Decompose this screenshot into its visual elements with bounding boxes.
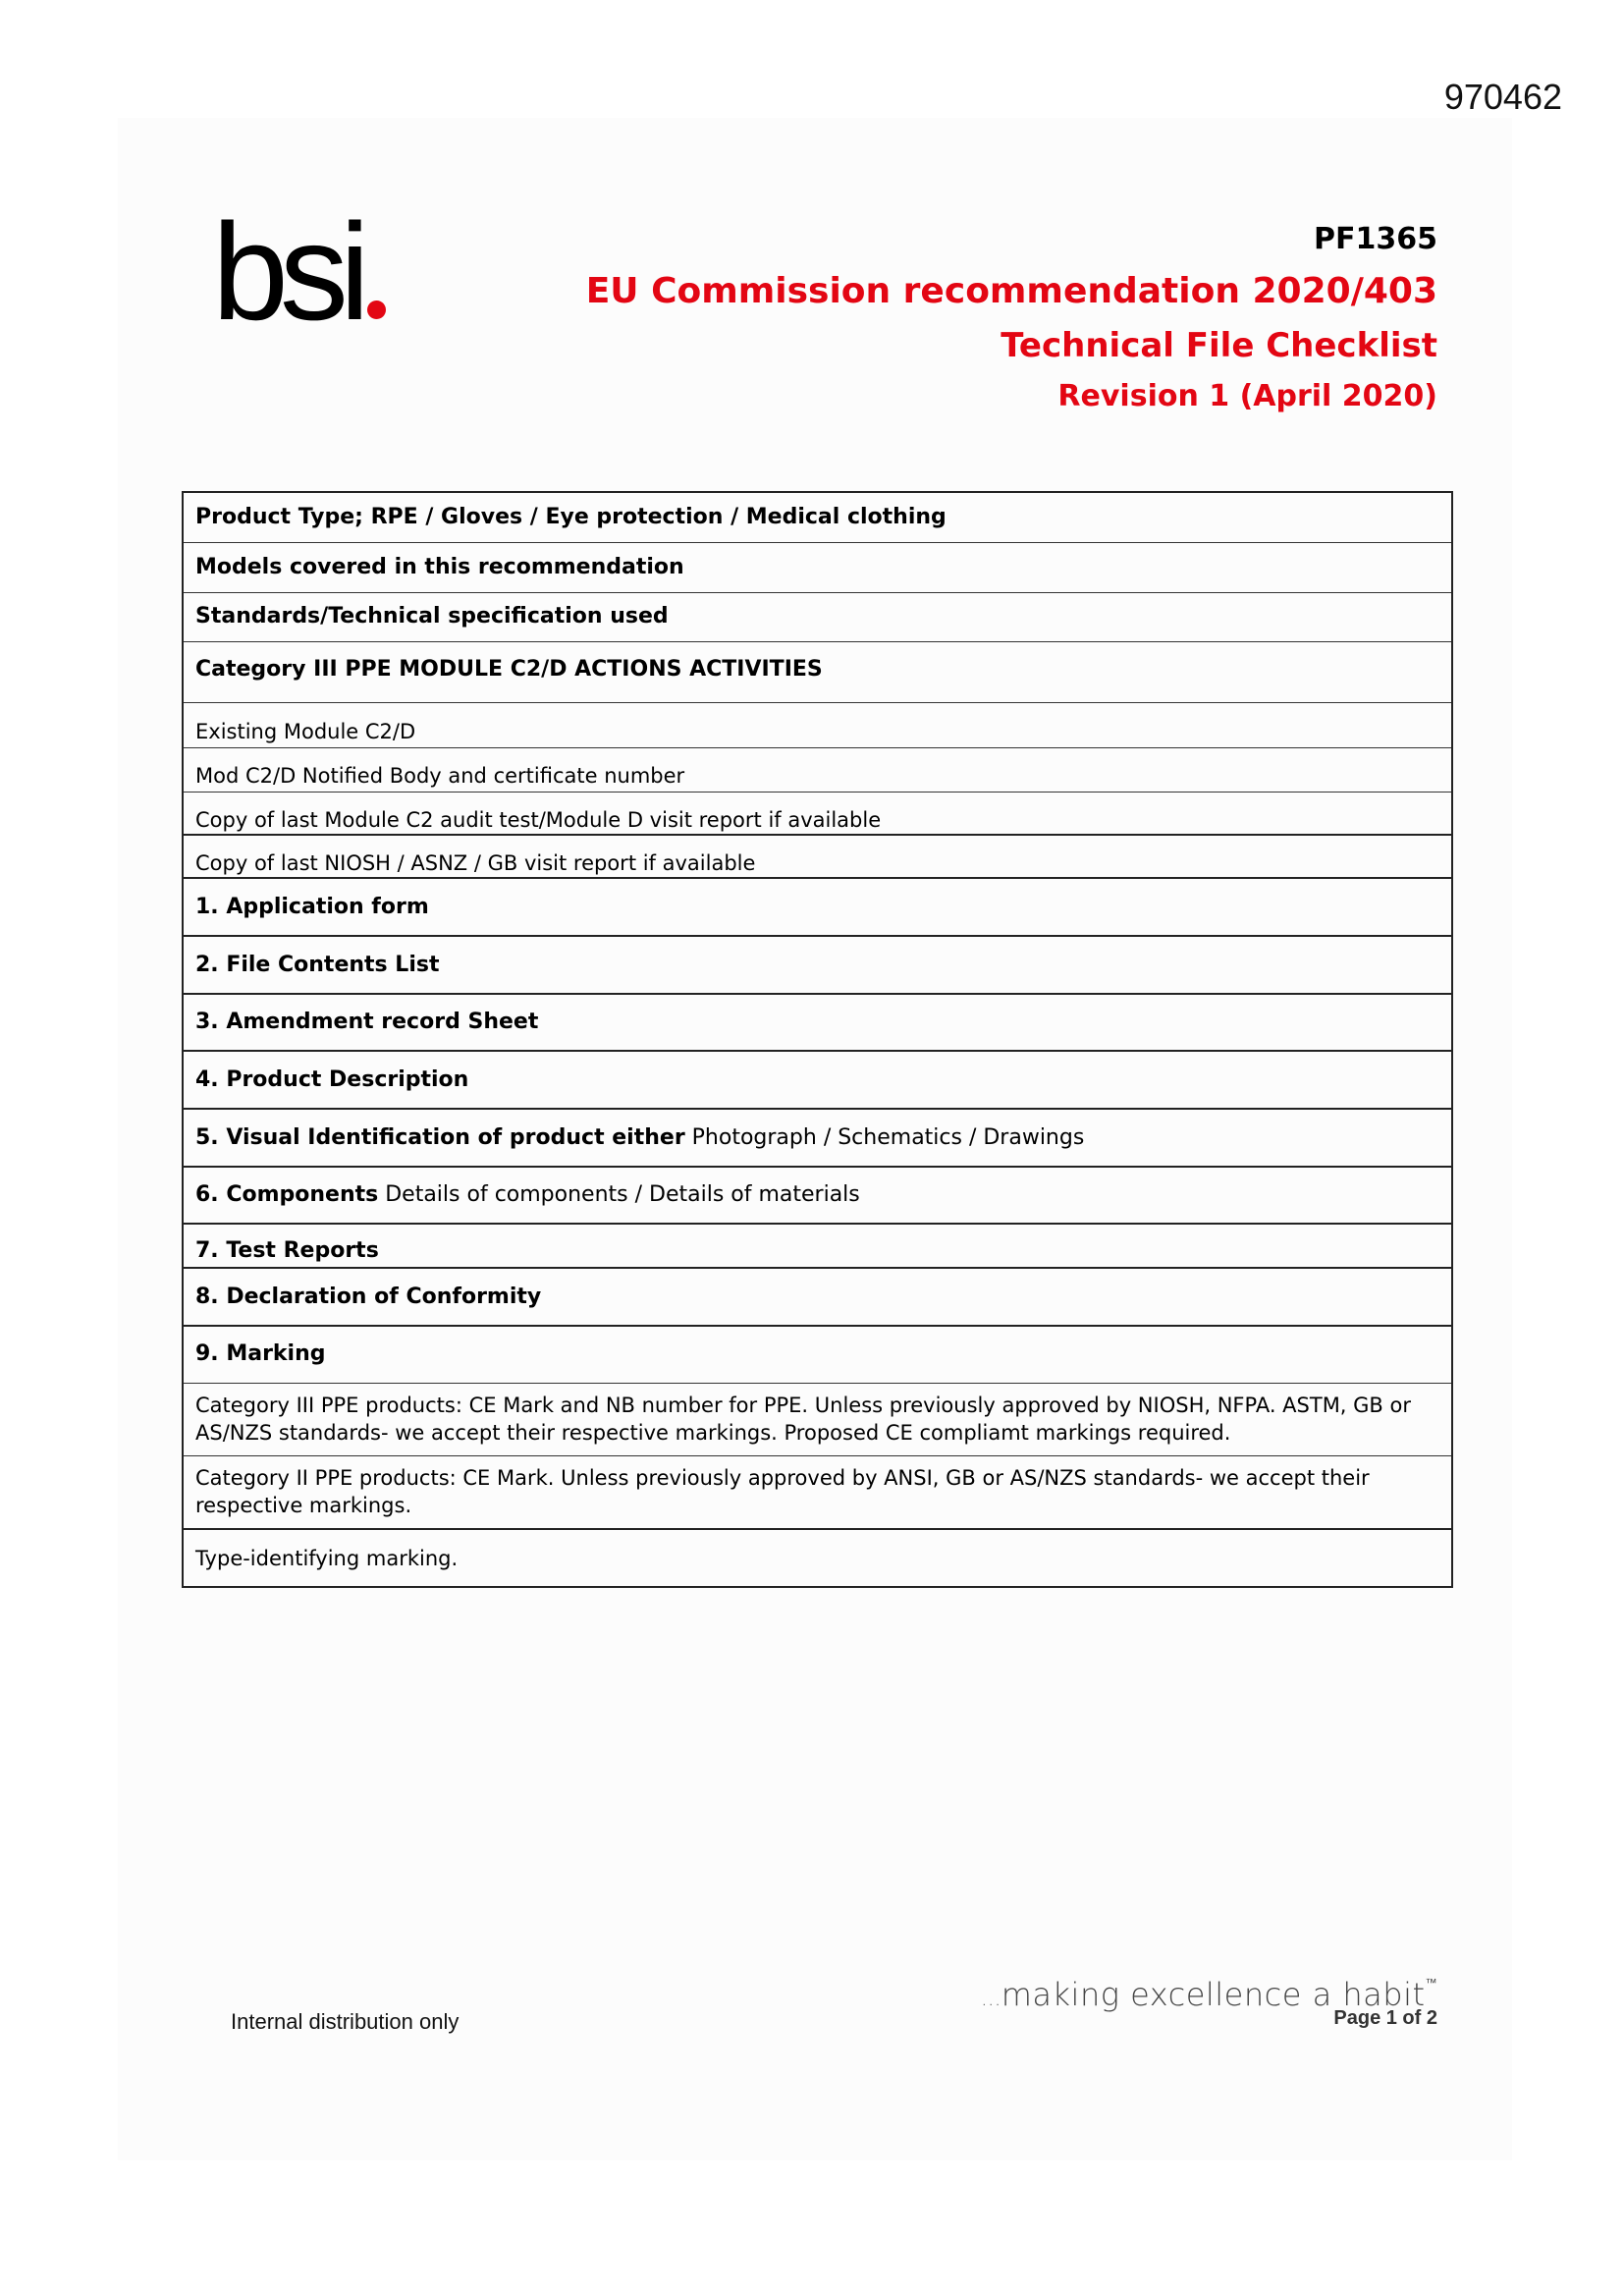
item6-detail: Details of components / Details of materials bbox=[378, 1182, 860, 1207]
table-row bbox=[183, 936, 1452, 994]
table-row bbox=[183, 792, 1452, 835]
existing-module-cell: Existing Module C2/D bbox=[183, 702, 1452, 747]
item-application-form: 1. Application form bbox=[183, 878, 1452, 936]
product-type-cell: Product Type; RPE / Gloves / Eye protection / Medical clothing bbox=[183, 492, 1452, 542]
item-test-reports: 7. Test Reports bbox=[183, 1224, 1452, 1268]
table-row bbox=[183, 1224, 1452, 1268]
type-identifying-marking: Type-identifying marking. bbox=[183, 1529, 1452, 1587]
standards-used-cell: Standards/Technical specification used bbox=[183, 592, 1452, 641]
table-row bbox=[183, 1167, 1452, 1224]
revision: Revision 1 (April 2020) bbox=[1057, 379, 1437, 413]
form-code: PF1365 bbox=[1314, 222, 1437, 256]
title-line-1: EU Commission recommendation 2020/403 bbox=[585, 271, 1437, 311]
item5-detail: Photograph / Schematics / Drawings bbox=[684, 1124, 1085, 1150]
item-product-description: 4. Product Description bbox=[183, 1051, 1452, 1109]
checklist-table bbox=[182, 491, 1453, 1588]
table-row bbox=[183, 592, 1452, 641]
notified-body-cell: Mod C2/D Notified Body and certificate number bbox=[183, 747, 1452, 792]
table-row bbox=[183, 1051, 1452, 1109]
marking-category-3: Category III PPE products: CE Mark and NB number for PPE. Unless previously approved by NIOSH, NFPA. ASTM, GB or AS/NZS standards- we accept their respective markings. Proposed CE compliamt markings required. bbox=[183, 1383, 1452, 1455]
distribution-note: Internal distribution only bbox=[231, 2009, 460, 2034]
table-row bbox=[183, 1326, 1452, 1383]
copy-niosh-cell: Copy of last NIOSH / ASNZ / GB visit report if available bbox=[183, 835, 1452, 878]
logo-text: bsi bbox=[212, 194, 361, 349]
table-row bbox=[183, 878, 1452, 936]
document-number: 970462 bbox=[1443, 77, 1562, 117]
table-row bbox=[183, 1455, 1452, 1529]
table-row bbox=[183, 994, 1452, 1051]
item-visual-identification bbox=[183, 1109, 1452, 1167]
category-heading-cell: Category III PPE MODULE C2/D ACTIONS ACTIVITIES bbox=[183, 641, 1452, 702]
tagline-dots: ... bbox=[981, 1987, 1001, 2010]
item-declaration-conformity: 8. Declaration of Conformity bbox=[183, 1268, 1452, 1326]
item-file-contents: 2. File Contents List bbox=[183, 936, 1452, 994]
table-row bbox=[183, 1268, 1452, 1326]
table-row bbox=[183, 702, 1452, 747]
table-row bbox=[183, 1529, 1452, 1587]
table-row bbox=[183, 1383, 1452, 1455]
page-number: Page 1 of 2 bbox=[1333, 2007, 1437, 2029]
table-row bbox=[183, 492, 1452, 542]
marking-category-2: Category II PPE products: CE Mark. Unless previously approved by ANSI, GB or AS/NZS standards- we accept their respective markings. bbox=[183, 1455, 1452, 1529]
item-marking: 9. Marking bbox=[183, 1326, 1452, 1383]
tagline-text: making excellence a habit bbox=[1001, 1976, 1426, 2013]
copy-module-c2-cell: Copy of last Module C2 audit test/Module D visit report if available bbox=[183, 792, 1452, 835]
table-row bbox=[183, 1109, 1452, 1167]
table-row bbox=[183, 542, 1452, 592]
item6-label: 6. Components bbox=[195, 1182, 379, 1207]
item5-label: 5. Visual Identification of product either bbox=[195, 1124, 685, 1150]
item-amendment-record: 3. Amendment record Sheet bbox=[183, 994, 1452, 1051]
title-line-2: Technical File Checklist bbox=[1001, 326, 1437, 365]
logo-dot bbox=[367, 301, 386, 319]
trademark-symbol: ™ bbox=[1425, 1976, 1437, 1990]
bsi-logo bbox=[212, 194, 386, 349]
table-row bbox=[183, 747, 1452, 792]
table-row bbox=[183, 641, 1452, 702]
table-row bbox=[183, 835, 1452, 878]
models-covered-cell: Models covered in this recommendation bbox=[183, 542, 1452, 592]
item-components bbox=[183, 1167, 1452, 1224]
